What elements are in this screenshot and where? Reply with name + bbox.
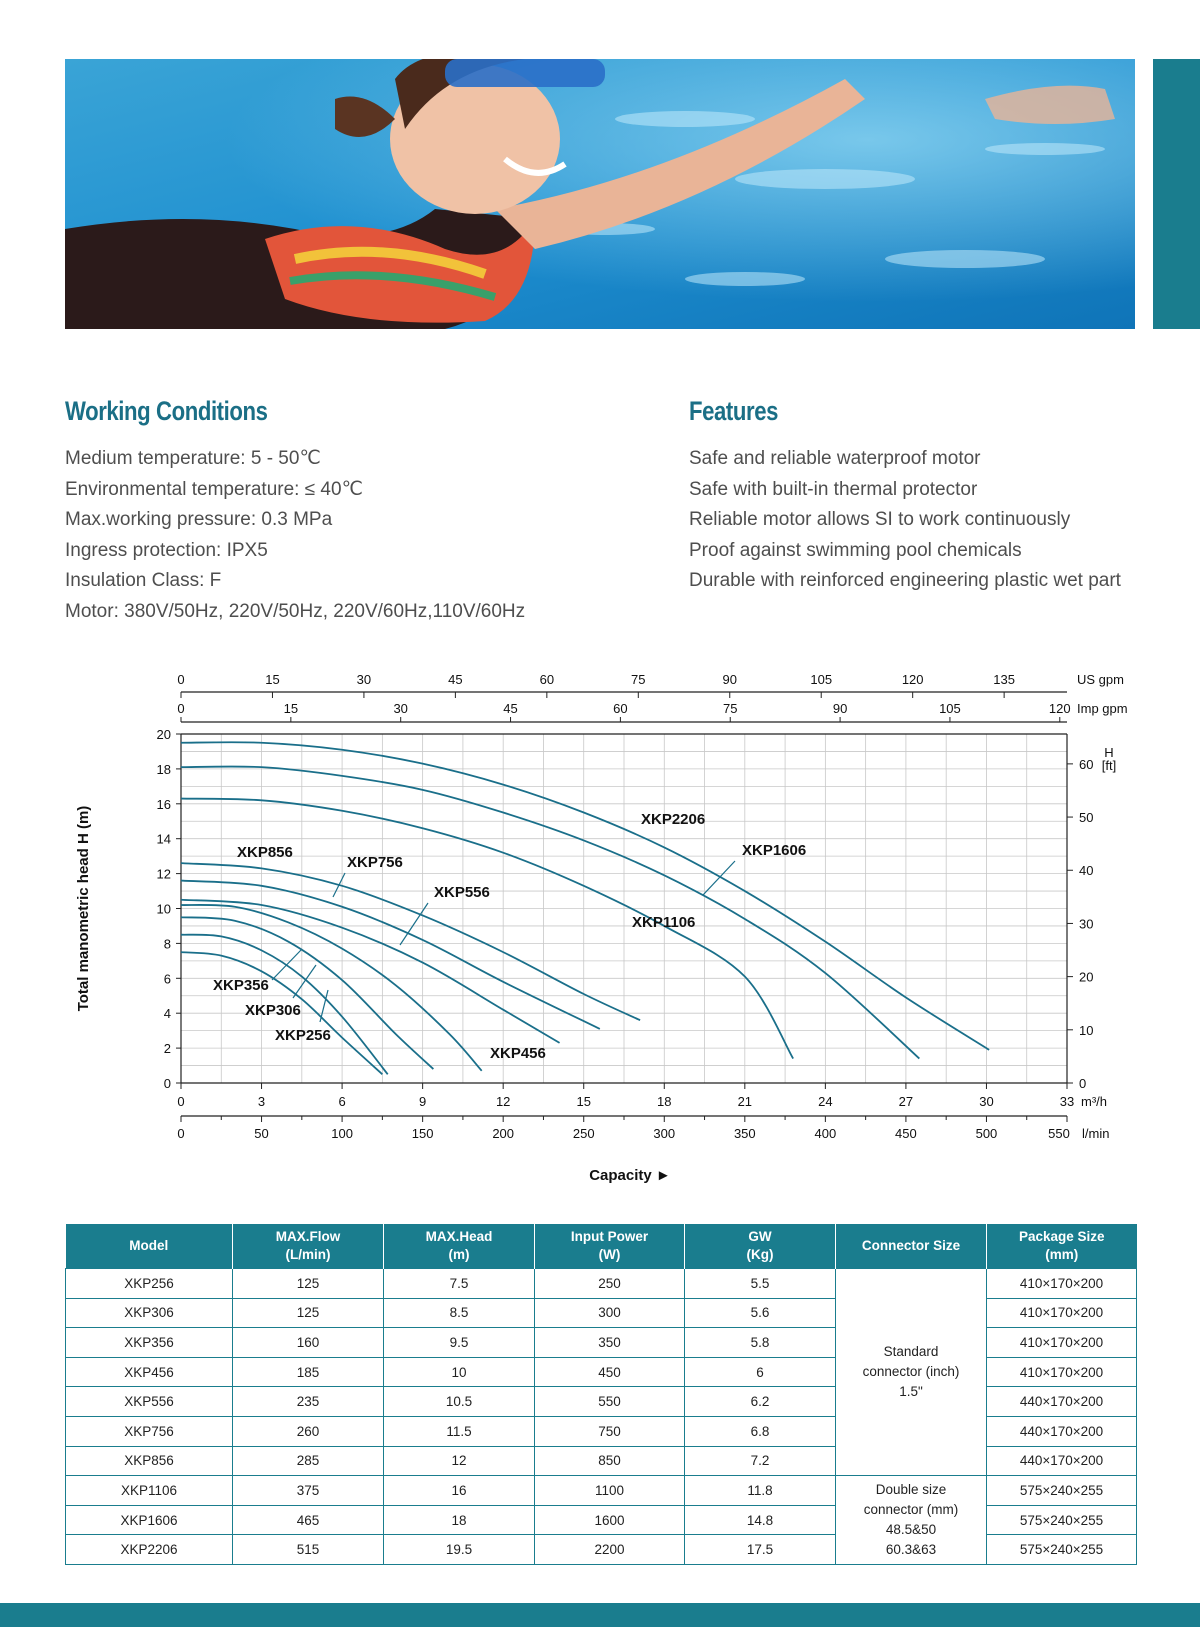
imp-tick-label: 75 xyxy=(723,701,738,716)
features-list xyxy=(689,444,1121,597)
right-unit-ft: [ft] xyxy=(1101,758,1117,773)
lmin-tick-label: 450 xyxy=(895,1126,917,1141)
x-tick-label: 12 xyxy=(495,1094,511,1109)
series-label: XKP306 xyxy=(245,1002,301,1019)
gw-cell: 17.5 xyxy=(685,1535,836,1565)
flow-cell: 185 xyxy=(233,1357,384,1387)
package-cell: 440×170×200 xyxy=(987,1387,1137,1417)
model-cell: XKP1606 xyxy=(66,1505,233,1535)
power-cell: 250 xyxy=(535,1269,685,1299)
y-tick-label: 2 xyxy=(163,1041,171,1057)
imp-tick-label: 15 xyxy=(283,701,299,716)
y-tick-label: 8 xyxy=(163,936,171,952)
working-condition-item: Insulation Class: F xyxy=(65,570,222,591)
power-cell: 450 xyxy=(535,1357,685,1387)
feature-item: Reliable motor allows SI to work continuously xyxy=(689,509,1071,530)
us-tick-label: 90 xyxy=(722,672,737,687)
table-header-row xyxy=(66,1224,1137,1269)
x-tick-label: 0 xyxy=(177,1094,185,1109)
power-cell: 1600 xyxy=(535,1505,685,1535)
lmin-tick-label: 200 xyxy=(492,1126,515,1141)
lmin-tick-label: 550 xyxy=(1048,1126,1070,1141)
table-row xyxy=(66,1269,1137,1299)
x-tick-label: 18 xyxy=(657,1094,672,1109)
ft-tick-label: 50 xyxy=(1079,810,1094,826)
head-cell: 8.5 xyxy=(384,1298,535,1328)
y-tick-label: 0 xyxy=(163,1076,171,1091)
hero-photo xyxy=(65,59,1135,329)
flow-cell: 125 xyxy=(233,1269,384,1299)
x-tick-label: 21 xyxy=(737,1094,753,1109)
lmin-tick-label: 400 xyxy=(814,1126,837,1141)
x-unit-lmin: l/min xyxy=(1082,1126,1110,1141)
leader-line xyxy=(400,903,428,945)
head-cell: 7.5 xyxy=(384,1269,535,1299)
us-tick-label: 120 xyxy=(901,672,924,687)
imp-tick-label: 105 xyxy=(939,701,961,716)
flow-cell: 260 xyxy=(233,1416,384,1446)
feature-item: Proof against swimming pool chemicals xyxy=(689,539,1022,561)
model-cell: XKP556 xyxy=(66,1387,233,1417)
spec-table xyxy=(65,1224,1137,1565)
series-label: XKP1106 xyxy=(632,914,696,931)
gw-cell: 11.8 xyxy=(685,1476,836,1506)
x-tick-label: 27 xyxy=(898,1094,914,1109)
power-cell: 550 xyxy=(535,1387,685,1417)
feature-item: Safe and reliable waterproof motor xyxy=(689,448,981,469)
working-condition-item: Environmental temperature: ≤ 40℃ xyxy=(65,478,363,500)
y-tick-label: 18 xyxy=(156,761,171,777)
head-cell: 18 xyxy=(384,1505,535,1535)
head-cell: 19.5 xyxy=(384,1535,535,1565)
working-condition-item: Medium temperature: 5 - 50℃ xyxy=(65,448,321,469)
features-title: Features xyxy=(689,396,779,426)
head-cell: 12 xyxy=(384,1446,535,1476)
feature-item: Durable with reinforced engineering plastic wet part xyxy=(689,570,1121,591)
us-tick-label: 45 xyxy=(448,672,463,687)
us-tick-label: 105 xyxy=(810,672,833,687)
gw-cell: 5.8 xyxy=(685,1328,836,1358)
working-conditions-list xyxy=(65,444,525,627)
head-cell: 11.5 xyxy=(384,1416,535,1446)
feature-item: Safe with built-in thermal protector xyxy=(689,478,978,500)
package-cell: 410×170×200 xyxy=(987,1269,1137,1299)
y-tick-label: 4 xyxy=(163,1006,171,1022)
imp-tick-label: 120 xyxy=(1048,701,1071,716)
model-cell: XKP256 xyxy=(66,1269,233,1299)
y-tick-label: 10 xyxy=(156,901,171,917)
column-header: Input Power (W) xyxy=(535,1224,685,1269)
lmin-tick-label: 0 xyxy=(177,1126,185,1141)
flow-cell: 285 xyxy=(233,1446,384,1476)
imp-tick-label: 0 xyxy=(177,701,185,716)
lmin-tick-label: 250 xyxy=(572,1126,595,1141)
package-cell: 440×170×200 xyxy=(987,1416,1137,1446)
series-label: XKP556 xyxy=(434,884,490,901)
imp-tick-label: 90 xyxy=(832,701,848,716)
gw-cell: 6 xyxy=(685,1357,836,1387)
column-header: Connector Size xyxy=(836,1224,987,1269)
working-condition-item: Motor: 380V/50Hz, 220V/50Hz, 220V/60Hz,110V/60Hz xyxy=(65,600,526,622)
imp-tick-label: 30 xyxy=(393,701,408,716)
column-header: GW (Kg) xyxy=(685,1224,836,1269)
flow-cell: 375 xyxy=(233,1476,384,1506)
x-tick-label: 6 xyxy=(338,1094,346,1109)
gw-cell: 14.8 xyxy=(685,1505,836,1535)
connector-double-cell: Double size connector (mm) 48.5&50 60.3&63 xyxy=(836,1476,987,1565)
leader-line xyxy=(333,873,345,897)
model-cell: XKP756 xyxy=(66,1416,233,1446)
y-tick-label: 6 xyxy=(163,971,171,987)
top-unit-imp: Imp gpm xyxy=(1077,701,1128,716)
flow-cell: 125 xyxy=(233,1298,384,1328)
gw-cell: 6.2 xyxy=(685,1387,836,1417)
imp-tick-label: 45 xyxy=(503,701,518,716)
lmin-tick-label: 500 xyxy=(975,1126,998,1141)
series-label: XKP356 xyxy=(213,977,269,994)
y-tick-label: 14 xyxy=(156,831,171,847)
model-cell: XKP306 xyxy=(66,1298,233,1328)
flow-cell: 515 xyxy=(233,1535,384,1565)
model-cell: XKP356 xyxy=(66,1328,233,1358)
x-tick-label: 3 xyxy=(257,1094,266,1109)
ft-tick-label: 0 xyxy=(1079,1076,1087,1091)
imp-tick-label: 60 xyxy=(613,701,628,716)
column-header: MAX.Head (m) xyxy=(384,1224,535,1269)
gw-cell: 5.5 xyxy=(685,1269,836,1299)
series-label: XKP256 xyxy=(275,1027,331,1044)
us-tick-label: 75 xyxy=(631,672,646,687)
x-unit-m3h: m³/h xyxy=(1081,1094,1107,1109)
connector-standard-cell: Standard connector (inch) 1.5" xyxy=(836,1269,987,1476)
leader-line xyxy=(703,861,735,895)
lmin-tick-label: 50 xyxy=(254,1126,269,1141)
footer-bar xyxy=(0,1603,1200,1627)
package-cell: 410×170×200 xyxy=(987,1328,1137,1358)
gw-cell: 6.8 xyxy=(685,1416,836,1446)
package-cell: 410×170×200 xyxy=(987,1298,1137,1328)
x-axis-title: Capacity ► xyxy=(589,1167,671,1184)
gw-cell: 7.2 xyxy=(685,1446,836,1476)
y-tick-label: 16 xyxy=(156,796,171,812)
package-cell: 410×170×200 xyxy=(987,1357,1137,1387)
lmin-tick-label: 150 xyxy=(411,1126,434,1141)
x-tick-label: 33 xyxy=(1059,1094,1075,1109)
x-tick-label: 9 xyxy=(419,1094,427,1109)
us-tick-label: 15 xyxy=(265,672,280,687)
ft-tick-label: 20 xyxy=(1079,969,1094,985)
series-label: XKP856 xyxy=(237,844,293,861)
curve-xkp1106 xyxy=(181,799,793,1059)
series-label: XKP2206 xyxy=(641,811,706,828)
model-cell: XKP856 xyxy=(66,1446,233,1476)
lmin-tick-label: 350 xyxy=(733,1126,756,1141)
power-cell: 2200 xyxy=(535,1535,685,1565)
leader-line xyxy=(293,965,316,998)
ft-tick-label: 60 xyxy=(1079,756,1094,772)
flow-cell: 160 xyxy=(233,1328,384,1358)
power-cell: 850 xyxy=(535,1446,685,1476)
us-tick-label: 30 xyxy=(356,672,372,687)
side-tab xyxy=(1153,59,1200,329)
model-cell: XKP1106 xyxy=(66,1476,233,1506)
series-label: XKP456 xyxy=(490,1045,546,1062)
column-header: Model xyxy=(66,1224,233,1269)
model-cell: XKP2206 xyxy=(66,1535,233,1565)
working-condition-item: Max.working pressure: 0.3 MPa xyxy=(65,509,333,530)
lmin-tick-label: 100 xyxy=(331,1126,353,1141)
lmin-tick-label: 300 xyxy=(653,1126,676,1141)
us-tick-label: 135 xyxy=(993,672,1015,687)
x-tick-label: 24 xyxy=(818,1094,833,1109)
working-conditions-title: Working Conditions xyxy=(65,396,268,426)
ft-tick-label: 30 xyxy=(1079,916,1094,932)
curve-xkp2206 xyxy=(181,742,989,1050)
column-header: MAX.Flow (L/min) xyxy=(233,1224,384,1269)
package-cell: 575×240×255 xyxy=(987,1505,1137,1535)
x-tick-label: 15 xyxy=(576,1094,591,1109)
performance-chart xyxy=(0,665,1200,1205)
series-label: XKP756 xyxy=(347,854,403,871)
head-cell: 10.5 xyxy=(384,1387,535,1417)
y-tick-label: 20 xyxy=(156,727,171,742)
ft-tick-label: 40 xyxy=(1079,863,1094,879)
flow-cell: 465 xyxy=(233,1505,384,1535)
column-header: Package Size (mm) xyxy=(987,1224,1137,1269)
power-cell: 350 xyxy=(535,1328,685,1358)
us-tick-label: 60 xyxy=(539,672,555,687)
x-tick-label: 30 xyxy=(979,1094,994,1109)
us-tick-label: 0 xyxy=(177,672,185,687)
right-unit-h: H xyxy=(1104,745,1114,760)
head-cell: 9.5 xyxy=(384,1328,535,1358)
leader-line xyxy=(272,949,302,980)
package-cell: 575×240×255 xyxy=(987,1535,1137,1565)
package-cell: 440×170×200 xyxy=(987,1446,1137,1476)
top-unit-us: US gpm xyxy=(1077,672,1124,687)
power-cell: 300 xyxy=(535,1298,685,1328)
swimming-child-image xyxy=(65,59,1135,329)
table-row xyxy=(66,1476,1137,1506)
model-cell: XKP456 xyxy=(66,1357,233,1387)
package-cell: 575×240×255 xyxy=(987,1476,1137,1506)
ft-tick-label: 10 xyxy=(1079,1022,1094,1038)
head-cell: 16 xyxy=(384,1476,535,1506)
y-tick-label: 12 xyxy=(156,866,171,882)
gw-cell: 5.6 xyxy=(685,1298,836,1328)
head-cell: 10 xyxy=(384,1357,535,1387)
series-label: XKP1606 xyxy=(742,842,807,859)
power-cell: 1100 xyxy=(535,1476,685,1506)
flow-cell: 235 xyxy=(233,1387,384,1417)
working-condition-item: Ingress protection: IPX5 xyxy=(65,539,268,561)
y-axis-title: Total manometric head H (m) xyxy=(75,805,92,1012)
power-cell: 750 xyxy=(535,1416,685,1446)
